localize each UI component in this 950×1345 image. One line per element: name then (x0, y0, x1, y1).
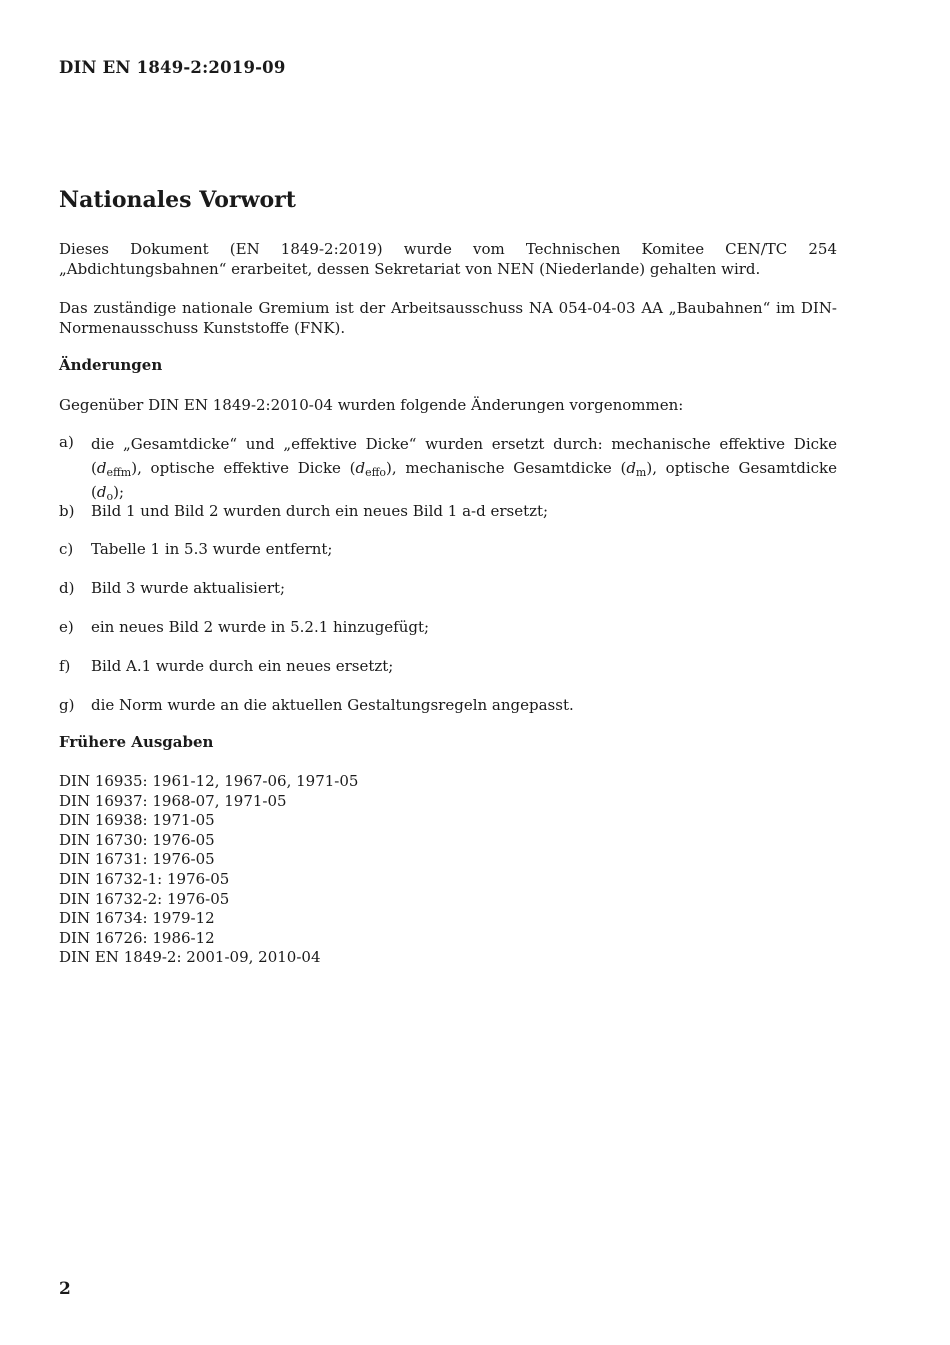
page-number: 2 (59, 1279, 71, 1299)
edition-line: DIN 16726: 1986-12 (59, 928, 215, 947)
list-item-text: Bild 3 wurde aktualisiert; (91, 579, 286, 597)
edition-line: DIN 16937: 1968-07, 1971-05 (59, 791, 287, 810)
list-item-text: Bild 1 und Bild 2 wurden durch ein neues Bild 1 a-d ersetzt; (91, 502, 549, 520)
subscript: effo (365, 466, 387, 479)
text-fragment: ), optische effektive Dicke ( (131, 459, 356, 477)
previous-editions-heading: Frühere Ausgaben (59, 733, 214, 751)
edition-line: DIN 16730: 1976-05 (59, 830, 215, 849)
subscript: effm (106, 466, 132, 479)
edition-line: DIN 16734: 1979-12 (59, 909, 215, 928)
list-item-text (91, 432, 837, 504)
variable: d (626, 459, 636, 477)
document-id: DIN EN 1849-2:2019-09 (59, 58, 286, 77)
list-marker: d) (59, 579, 75, 597)
text-fragment: die „Gesamtdicke“ und „effektive Dicke“ wurden ersetzt durch: mechanische effektive Dicke ( (91, 435, 837, 477)
text-fragment: ); (113, 483, 124, 501)
edition-line: DIN 16732-1: 1976-05 (59, 869, 230, 888)
section-title: Nationales Vorwort (59, 187, 296, 213)
list-marker: a) (59, 433, 74, 451)
list-item-text: Bild A.1 wurde durch ein neues ersetzt; (91, 657, 394, 675)
edition-line: DIN 16938: 1971-05 (59, 811, 215, 830)
list-marker: b) (59, 502, 75, 520)
variable: d (96, 459, 107, 477)
subscript: m (635, 466, 647, 479)
changes-intro: Gegenüber DIN EN 1849-2:2010-04 wurden folgende Änderungen vorgenommen: (59, 396, 684, 414)
subscript: o (106, 490, 114, 503)
previous-editions-list (59, 772, 837, 968)
list-item-text: Tabelle 1 in 5.3 wurde entfernt; (91, 540, 333, 558)
foreword-paragraph-1: Dieses Dokument (EN 1849-2:2019) wurde vom Technischen Komitee CEN/TC 254 „Abdichtungsbahnen“ erarbeitet, dessen Sekretariat von NEN (Niederlande) gehalten wird. (59, 240, 837, 278)
variable: d (96, 483, 107, 501)
foreword-paragraph-2: Das zuständige nationale Gremium ist der Arbeitsausschuss NA 054-04-03 AA „Baubahnen“ im DIN-Normenausschuss Kunststoffe (FNK). (59, 299, 837, 337)
list-item-text: die Norm wurde an die aktuellen Gestaltungsregeln angepasst. (91, 696, 574, 714)
text-fragment: ), mechanische Gesamtdicke ( (386, 459, 627, 477)
list-marker: g) (59, 696, 75, 714)
variable: d (355, 459, 366, 477)
list-marker: e) (59, 618, 74, 636)
changes-heading: Änderungen (59, 356, 163, 374)
edition-line: DIN EN 1849-2: 2001-09, 2010-04 (59, 948, 321, 967)
edition-line: DIN 16732-2: 1976-05 (59, 889, 230, 908)
list-marker: c) (59, 540, 74, 558)
edition-line: DIN 16935: 1961-12, 1967-06, 1971-05 (59, 772, 359, 790)
text-fragment: ), optische Gesamtdicke ( (91, 459, 837, 501)
edition-line: DIN 16731: 1976-05 (59, 850, 215, 869)
list-marker: f) (59, 657, 71, 675)
document-page (59, 0, 837, 1345)
list-item-text: ein neues Bild 2 wurde in 5.2.1 hinzugefügt; (91, 618, 430, 636)
